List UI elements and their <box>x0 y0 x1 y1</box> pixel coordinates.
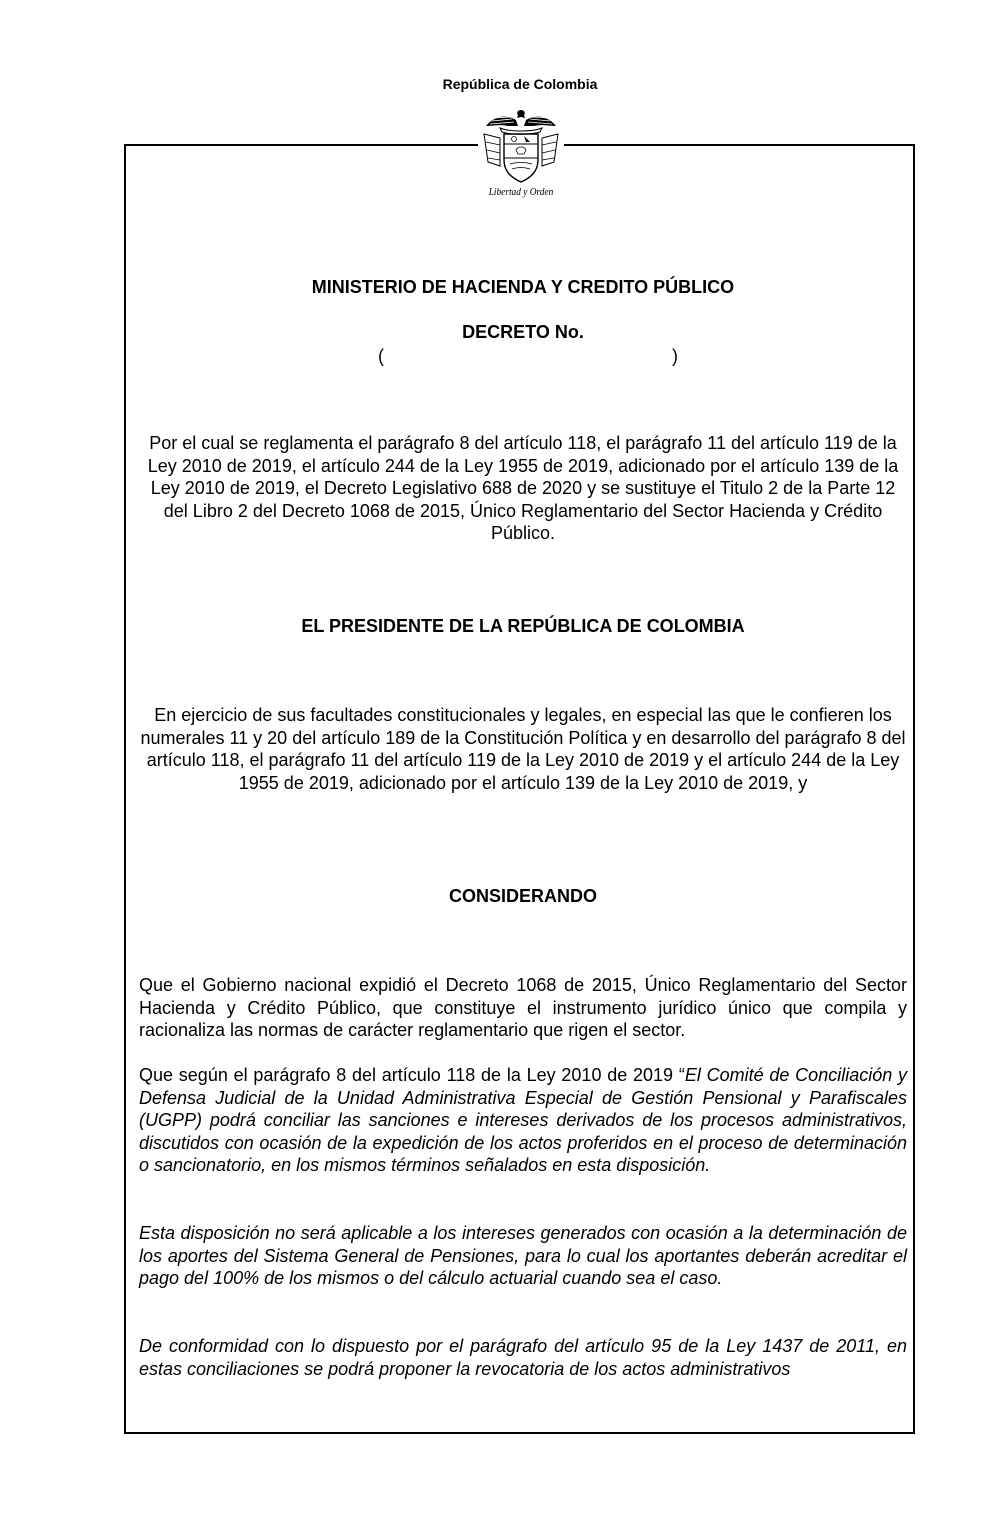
open-paren: ( <box>378 346 384 366</box>
paragraph-2-intro: Que según el parágrafo 8 del artículo 118 de la Ley 2010 de 2019 “ <box>139 1065 685 1085</box>
powers-paragraph: En ejercicio de sus facultades constitucionales y legales, en especial las que le confieren los numerales 11 y 20 del artículo 189 de la Constitución Política y en desarrollo del parágrafo 8 del artículo 118, el parágrafo 11 del artículo 119 de la Ley 2010 de 2019 y el artículo 244 de la Ley 1955 de 2019, adicionado por el artículo 139 de la Ley 2010 de 2019, y <box>140 705 906 793</box>
considering-paragraph-1: Que el Gobierno nacional expidió el Decreto 1068 de 2015, Único Reglamentario del Sector Hacienda y Crédito Público, que constituye el instrumento jurídico único que compila y racionaliza las normas de carácter reglamentario que rigen el sector. <box>139 975 907 1041</box>
decree-date-placeholder <box>139 345 907 367</box>
coat-motto: Libertad y Orden <box>488 186 554 198</box>
paragraph-2-quote: El Comité de Conciliación y Defensa Judicial de la Unidad Administrativa Especial de Gestión Pensional y Parafiscales (UGPP) podrá conciliar las sanciones e intereses derivados de los procesos administrativos, discutidos con ocasión de la expedición de los actos proferidos en el proceso de determinación o sancionatorio, en los mismos términos señalados en esta disposición. <box>139 1065 907 1176</box>
country-header: República de Colombia <box>442 76 598 92</box>
president-heading: EL PRESIDENTE DE LA REPÚBLICA DE COLOMBIA <box>301 616 745 636</box>
decree-number-label: DECRETO No. <box>462 322 584 342</box>
ministry-title: MINISTERIO DE HACIENDA Y CREDITO PÚBLICO <box>311 277 735 297</box>
decree-summary: Por el cual se reglamenta el parágrafo 8 del artículo 118, el parágrafo 11 del artículo 119 de la Ley 2010 de 2019, el artículo 244 de la Ley 1955 de 2019, adicionado por el artículo 139 de la Ley 2010 de 2019, el Decreto Legislativo 688 de 2020 y se sustituye el Titulo 2 de la Parte 12 del Libro 2 del Decreto 1068 de 2015, Único Reglamentario del Sector Hacienda y Crédito Público. <box>147 433 899 544</box>
close-paren: ) <box>672 346 678 366</box>
considering-paragraph-3: Esta disposición no será aplicable a los intereses generados con ocasión a la determinación de los aportes del Sistema General de Pensiones, para lo cual los aportantes deberán acreditar el pago del 100% de los mismos o del cálculo actuarial cuando sea el caso. <box>139 1223 907 1289</box>
considering-paragraph-4: De conformidad con lo dispuesto por el parágrafo del artículo 95 de la Ley 1437 de 2011, en estas conciliaciones se podrá proponer la revocatoria de los actos administrativos <box>139 1336 907 1379</box>
considering-paragraph-2 <box>139 1064 907 1177</box>
considering-heading: CONSIDERANDO <box>448 886 597 906</box>
